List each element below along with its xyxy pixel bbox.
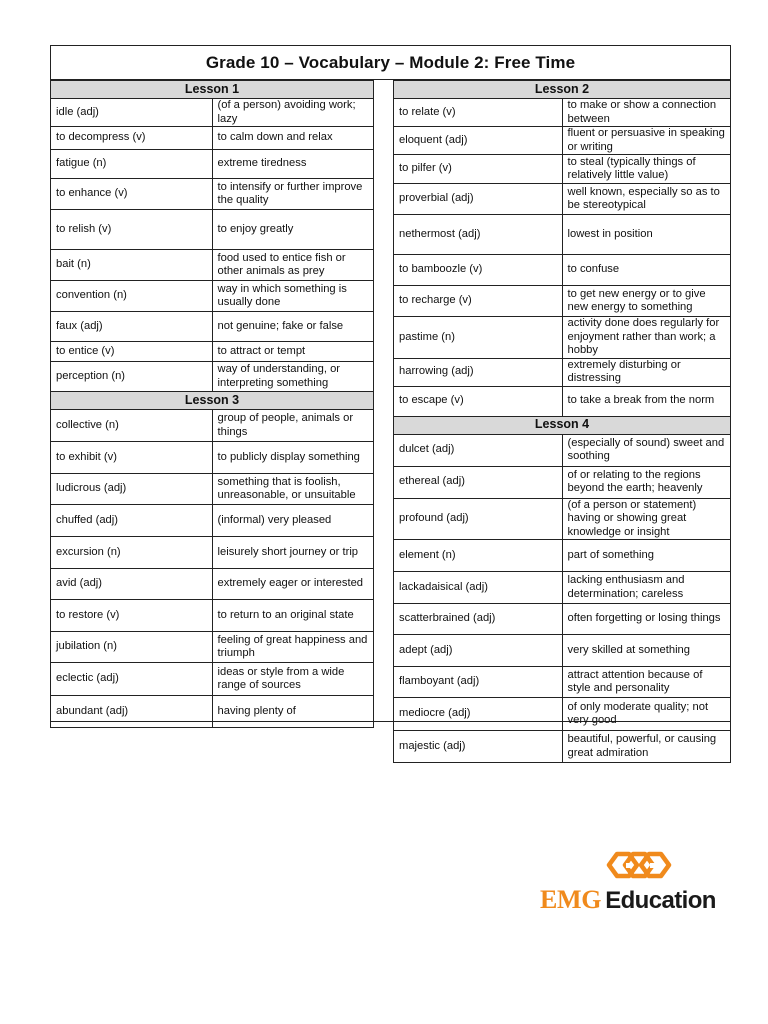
- vocab-term: majestic (adj): [394, 731, 563, 763]
- table-row: [51, 505, 374, 537]
- vocab-term: harrowing (adj): [394, 358, 563, 386]
- table-row: [51, 474, 374, 505]
- table-row: [51, 410, 374, 442]
- vocab-definition: way in which something is usually done: [212, 281, 374, 312]
- vocab-definition: (of a person) avoiding work; lazy: [212, 99, 374, 127]
- table-row: [394, 466, 731, 498]
- vocab-term: jubilation (n): [51, 632, 213, 663]
- vocab-definition: food used to entice fish or other animals as prey: [212, 250, 374, 281]
- table-row: [394, 386, 731, 416]
- vocab-term: profound (adj): [394, 498, 563, 540]
- vocab-term: element (n): [394, 540, 563, 572]
- lesson-heading: Lesson 2: [394, 81, 731, 99]
- vocab-term: to restore (v): [51, 600, 213, 632]
- vocab-definition: lowest in position: [562, 215, 731, 255]
- table-row: [51, 600, 374, 632]
- table-row: [394, 127, 731, 155]
- table-row: [394, 498, 731, 540]
- table-row: [394, 358, 731, 386]
- vocab-definition: ideas or style from a wide range of sources: [212, 663, 374, 696]
- vocab-definition: very skilled at something: [562, 635, 731, 667]
- page-title: Grade 10 – Vocabulary – Module 2: Free Time: [51, 46, 730, 80]
- table-row: [394, 434, 731, 466]
- vocab-definition: way of understanding, or interpreting something: [212, 362, 374, 392]
- logo-wordmark: [540, 884, 716, 916]
- table-row: [394, 667, 731, 698]
- lesson-header-row: [51, 392, 374, 410]
- vocab-definition: to make or show a connection between: [562, 99, 731, 127]
- vocab-term: ludicrous (adj): [51, 474, 213, 505]
- table-row: [51, 696, 374, 728]
- vocab-term: to entice (v): [51, 342, 213, 362]
- vocab-table-right: [393, 80, 731, 763]
- table-row: [394, 698, 731, 731]
- vocab-definition: to enjoy greatly: [212, 210, 374, 250]
- vocab-term: scatterbrained (adj): [394, 604, 563, 635]
- vocab-term: flamboyant (adj): [394, 667, 563, 698]
- table-row: [394, 215, 731, 255]
- vocab-definition: to steal (typically things of relatively little value): [562, 155, 731, 184]
- vocab-term: eloquent (adj): [394, 127, 563, 155]
- vocab-term: fatigue (n): [51, 150, 213, 179]
- vocab-term: abundant (adj): [51, 696, 213, 728]
- vocab-definition: leisurely short journey or trip: [212, 537, 374, 569]
- table-row: [51, 281, 374, 312]
- chain-links-icon: [605, 848, 677, 882]
- vocab-term: proverbial (adj): [394, 184, 563, 215]
- table-row: [51, 210, 374, 250]
- vocab-definition: to calm down and relax: [212, 127, 374, 150]
- vocab-term: to bamboozle (v): [394, 255, 563, 286]
- vocab-definition: feeling of great happiness and triumph: [212, 632, 374, 663]
- vocab-term: faux (adj): [51, 312, 213, 342]
- table-row: [394, 635, 731, 667]
- vocab-term: to enhance (v): [51, 179, 213, 210]
- lesson-heading: Lesson 1: [51, 81, 374, 99]
- vocab-definition: extremely eager or interested: [212, 569, 374, 600]
- table-row: [394, 155, 731, 184]
- vocab-definition: of only moderate quality; not very good: [562, 698, 731, 731]
- table-row: [394, 572, 731, 604]
- vocab-definition: (informal) very pleased: [212, 505, 374, 537]
- vocab-definition: not genuine; fake or false: [212, 312, 374, 342]
- logo-education-text: Education: [605, 887, 716, 914]
- vocab-definition: having plenty of: [212, 696, 374, 728]
- vocab-definition: extreme tiredness: [212, 150, 374, 179]
- table-row: [394, 731, 731, 763]
- table-row: [394, 540, 731, 572]
- table-row: [51, 150, 374, 179]
- vocab-term: bait (n): [51, 250, 213, 281]
- table-row: [51, 342, 374, 362]
- vocab-term: idle (adj): [51, 99, 213, 127]
- vocab-definition: to return to an original state: [212, 600, 374, 632]
- table-row: [394, 604, 731, 635]
- vocab-table-left: [50, 80, 374, 728]
- table-row: [394, 184, 731, 215]
- vocab-term: chuffed (adj): [51, 505, 213, 537]
- table-row: [51, 362, 374, 392]
- vocabulary-sheet: [50, 45, 731, 759]
- vocab-definition: group of people, animals or things: [212, 410, 374, 442]
- table-row: [394, 286, 731, 317]
- vocab-term: pastime (n): [394, 317, 563, 359]
- vocab-definition: activity done does regularly for enjoyment rather than work; a hobby: [562, 317, 731, 359]
- vocab-term: to exhibit (v): [51, 442, 213, 474]
- vocab-term: eclectic (adj): [51, 663, 213, 696]
- vocab-term: mediocre (adj): [394, 698, 563, 731]
- vocab-term: avid (adj): [51, 569, 213, 600]
- vocab-definition: to attract or tempt: [212, 342, 374, 362]
- table-row: [51, 179, 374, 210]
- vocab-definition: (of a person or statement) having or showing great knowledge or insight: [562, 498, 731, 540]
- vocab-term: to pilfer (v): [394, 155, 563, 184]
- vocab-term: to relate (v): [394, 99, 563, 127]
- vocab-term: to recharge (v): [394, 286, 563, 317]
- table-row: [394, 255, 731, 286]
- vocab-definition: often forgetting or losing things: [562, 604, 731, 635]
- lesson-header-row: [394, 416, 731, 434]
- vocab-definition: to publicly display something: [212, 442, 374, 474]
- lesson-header-row: [394, 81, 731, 99]
- vocab-definition: to take a break from the norm: [562, 386, 731, 416]
- vocab-term: lackadaisical (adj): [394, 572, 563, 604]
- vocab-term: ethereal (adj): [394, 466, 563, 498]
- vocab-definition: beautiful, powerful, or causing great admiration: [562, 731, 731, 763]
- table-row: [51, 569, 374, 600]
- vocab-definition: attract attention because of style and personality: [562, 667, 731, 698]
- vocab-term: to escape (v): [394, 386, 563, 416]
- vocab-term: nethermost (adj): [394, 215, 563, 255]
- table-row: [51, 127, 374, 150]
- table-row: [51, 99, 374, 127]
- vocab-definition: lacking enthusiasm and determination; careless: [562, 572, 731, 604]
- vocab-term: adept (adj): [394, 635, 563, 667]
- column-separator: [373, 80, 394, 721]
- lesson-heading: Lesson 3: [51, 392, 374, 410]
- vocab-definition: to get new energy or to give new energy to something: [562, 286, 731, 317]
- table-row: [51, 312, 374, 342]
- vocab-term: collective (n): [51, 410, 213, 442]
- table-row: [51, 663, 374, 696]
- logo-brand-text: EMG: [540, 885, 602, 914]
- vocab-definition: of or relating to the regions beyond the earth; heavenly: [562, 466, 731, 498]
- emg-education-logo: [540, 848, 745, 914]
- vocab-definition: to intensify or further improve the quality: [212, 179, 374, 210]
- vocab-term: to relish (v): [51, 210, 213, 250]
- vocab-term: convention (n): [51, 281, 213, 312]
- vocab-definition: to confuse: [562, 255, 731, 286]
- vocab-term: to decompress (v): [51, 127, 213, 150]
- vocab-definition: something that is foolish, unreasonable, or unsuitable: [212, 474, 374, 505]
- table-row: [51, 442, 374, 474]
- vocab-term: perception (n): [51, 362, 213, 392]
- vocab-definition: fluent or persuasive in speaking or writing: [562, 127, 731, 155]
- vocab-definition: extremely disturbing or distressing: [562, 358, 731, 386]
- table-row: [394, 317, 731, 359]
- table-row: [51, 632, 374, 663]
- table-row: [51, 250, 374, 281]
- vocab-term: excursion (n): [51, 537, 213, 569]
- table-row: [51, 537, 374, 569]
- vocab-definition: part of something: [562, 540, 731, 572]
- lesson-heading: Lesson 4: [394, 416, 731, 434]
- vocab-definition: (especially of sound) sweet and soothing: [562, 434, 731, 466]
- table-row: [394, 99, 731, 127]
- vocab-term: dulcet (adj): [394, 434, 563, 466]
- vocab-definition: well known, especially so as to be stereotypical: [562, 184, 731, 215]
- lesson-header-row: [51, 81, 374, 99]
